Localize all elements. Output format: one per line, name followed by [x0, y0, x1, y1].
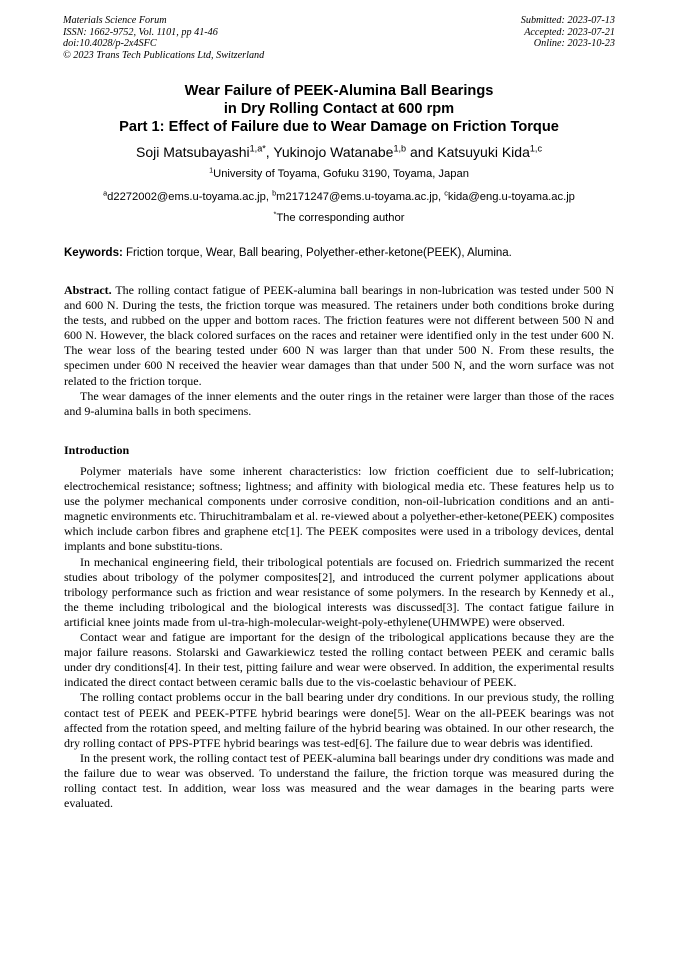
author-emails [30, 190, 648, 204]
copyright-line: © 2023 Trans Tech Publications Ltd, Switzerland [63, 49, 265, 61]
keywords [64, 246, 512, 260]
intro-paragraph: The rolling contact problems occur in the ball bearing under dry conditions. In our previous study, the rolling contact test of PEEK and PEEK-PTFE hybrid bearings were done[5]. Wear on the all-PEEK bearings was not affected from the rotation speed, and melting failure of the hybrid bearing was obtained. In our other research, the dry rolling contact of PPS-PTFE hybrid bearings was test-ed[6]. The failure due to wear debris was identified. [64, 690, 614, 750]
doi-line: doi:10.4028/p-2x4SFC [63, 38, 157, 50]
email-superscript: a [103, 188, 108, 198]
abstract-paragraph: The wear damages of the inner elements and the outer rings in the retainer were larger than those of the races and 9-alumina balls in both specimens. [64, 388, 614, 418]
affiliation [30, 167, 648, 181]
submitted-date: Submitted: 2023-07-13 [520, 15, 615, 26]
author-list [40, 143, 638, 161]
email-link[interactable]: d2272002@ems.u-toyama.ac.jp, [107, 191, 273, 203]
author-name: Soji Matsubayashi [135, 144, 250, 160]
journal-name: Materials Science Forum [63, 15, 167, 26]
corresponding-asterisk: * [273, 209, 277, 219]
title-line-3: Part 1: Effect of Failure due to Wear Damage on Friction Torque [119, 119, 559, 135]
accepted-date: Accepted: 2023-07-21 [524, 26, 615, 38]
email-link[interactable]: m2171247@ems.u-toyama.ac.jp, [276, 191, 445, 203]
abstract-text: The rolling contact fatigue of PEEK-alumina ball bearings in non-lubrication was tested under 500 N and 600 N. During the tests, the friction torque was measured. The retainers under both conditions broke during the tests, and rubbed on the upper and bottom races. The friction features were not different between 500 N and 600 N. However, the black colored surfaces on the races and retainer were identified only in the test under 600 N. The wear loss of the bearing tested under 600 N was larger than that under 500 N. From these results, the specimen under 600 N received the heavier wear damages than that under 500 N, and the worn surface was not related to the friction torque. [64, 283, 614, 388]
issn-line: ISSN: 1662-9752, Vol. 1101, pp 41-46 [63, 26, 218, 38]
affiliation-text: University of Toyama, Gofuku 3190, Toyama, Japan [213, 168, 469, 180]
author-name: Yukinojo Watanabe [273, 144, 394, 160]
email-superscript: c [444, 188, 448, 198]
publication-dates [521, 15, 615, 50]
author-superscript: 1,c [529, 143, 542, 154]
intro-paragraph: In the present work, the rolling contact test of PEEK-alumina ball bearings under dry conditions was made and the failure due to wear was observed. To understand the failure, the friction torque was measured during the rolling contact test. In addition, wear loss was measured and the wear damages in the bearing parts were evaluated. [64, 750, 614, 811]
author-name: Katsuyuki Kida [437, 144, 530, 160]
abstract-label: Abstract. [64, 283, 112, 297]
keywords-label: Keywords: [64, 247, 123, 259]
abstract-paragraph [64, 283, 614, 389]
intro-paragraph: Contact wear and fatigue are important for the design of the tribological applications because they are the major failure reasons. Stolarski and Gawarkiewicz tested the rolling contact between PEEK and ceramic balls under dry conditions[4]. In their test, pitting failure and wear were observed. In addition, the experimental results indicated the direct contact between ceramic balls due to the vis-coelastic behaviour of PEEK. [64, 630, 614, 690]
section-heading: Introduction [64, 443, 130, 457]
abstract [64, 283, 614, 419]
author-separator: and [406, 144, 438, 160]
email-link[interactable]: kida@eng.u-toyama.ac.jp [447, 191, 575, 203]
publication-info [63, 15, 264, 61]
email-superscript: b [272, 188, 277, 198]
intro-paragraph: Polymer materials have some inherent characteristics: low friction coefficient due to self-lubrication; electrochemical resistance; softness; lightness; and affinity with biological media etc. These features help us to use the polymer mechanical components under corrosive condition, non-oil-lubrication conditions and an anti-magnetic environments etc. Thiruchitrambalam et al. re-viewed about a polyether-ether-ketone(PEEK) composites which include carbon fibres and graphene etc[1]. The PEEK composites were used in a tribology devices, dental implants and bone substitu-tions. [64, 464, 614, 554]
corresponding-note [30, 211, 648, 225]
author-superscript: 1,a* [249, 143, 266, 154]
paper-title [40, 82, 638, 136]
corresponding-text: The corresponding author [276, 212, 405, 224]
intro-paragraph: In mechanical engineering field, their tribological potentials are focused on. Friedrich summarized the recent studies about tribology of the polymer composites[2], and introduced the current polymer applications about tribology performance such as friction and wear resistance of some polymers. In the research by Kennedy et al., the theme including tribological and the biological interests was discussed[3]. The contact fatigue failure in artificial knee joints made from ul-tra-high-molecular-weight-poly-ethylene(UHMWPE) were observed. [64, 554, 614, 629]
author-superscript: 1,b [393, 143, 407, 154]
keywords-text: Friction torque, Wear, Ball bearing, Polyether-ether-ketone(PEEK), Alumina. [122, 247, 512, 259]
title-line-1: Wear Failure of PEEK-Alumina Ball Bearings [184, 83, 494, 99]
online-date: Online: 2023-10-23 [533, 38, 615, 50]
title-line-2: in Dry Rolling Contact at 600 rpm [223, 101, 455, 117]
author-separator: , [265, 144, 274, 160]
affiliation-superscript: 1 [209, 165, 214, 175]
introduction-body [64, 464, 614, 811]
